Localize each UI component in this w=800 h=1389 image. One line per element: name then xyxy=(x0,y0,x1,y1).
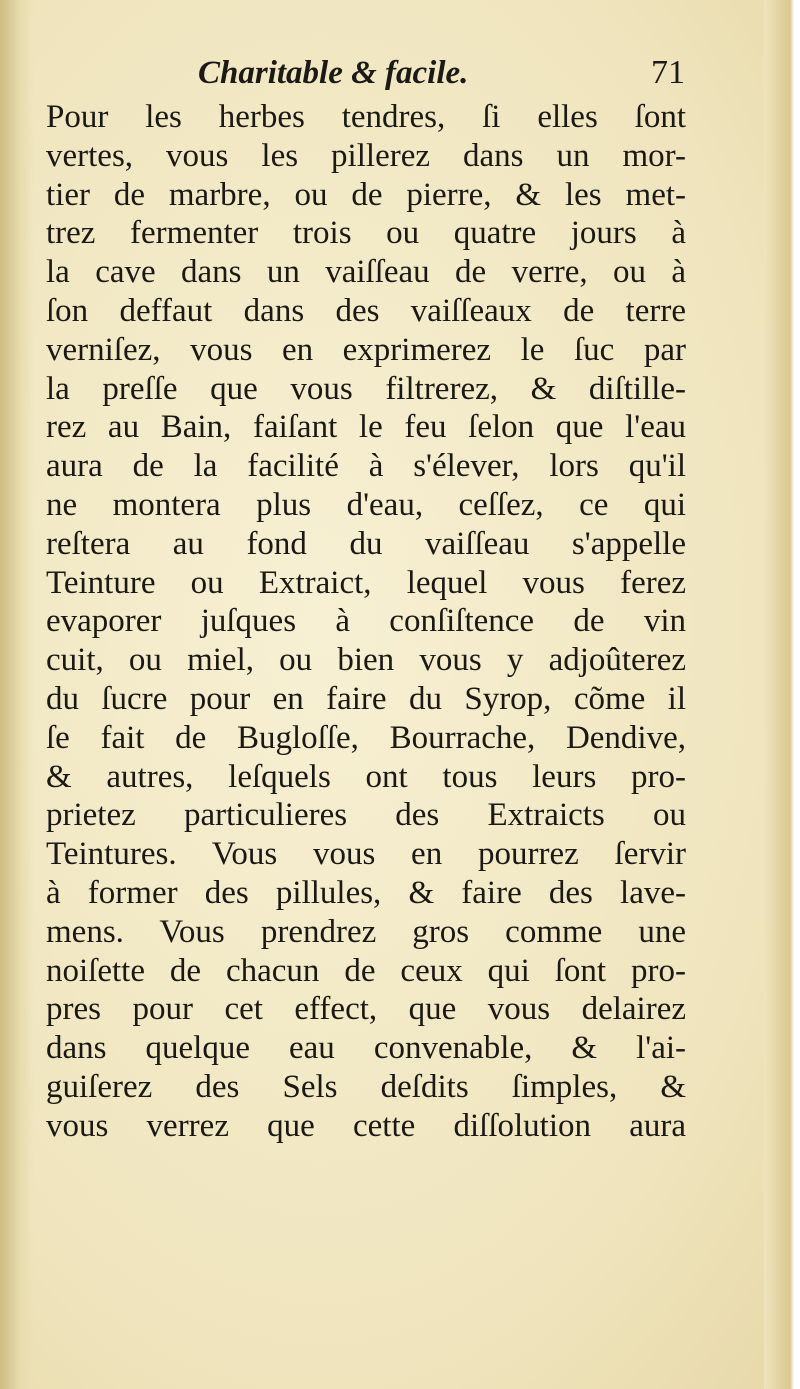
text-line: vertes, vous les pillerez dans un mor- xyxy=(46,137,686,174)
running-title: Charitable & facile. xyxy=(198,55,469,91)
text-line: cuit, ou miel, ou bien vous y adjoûterez xyxy=(46,642,686,679)
text-line: la preſſe que vous filtrerez, & diſtille- xyxy=(46,370,686,407)
text-line: trez fermenter trois ou quatre jours à xyxy=(46,215,686,252)
page-gutter-shadow xyxy=(0,0,34,1389)
text-line: rez au Bain, faiſant le feu ſelon que l'eau xyxy=(46,409,686,446)
text-line: verniſez, vous en exprimerez le ſuc par xyxy=(46,331,686,368)
text-line: tier de marbre, ou de pierre, & les met- xyxy=(46,176,686,213)
text-line: Pour les herbes tendres, ſi elles ſont xyxy=(46,99,686,135)
text-line: reſtera au fond du vaiſſeau s'appelle xyxy=(46,525,686,562)
page-right-edge xyxy=(764,0,800,1389)
text-line: noiſette de chacun de ceux qui ſont pro- xyxy=(46,952,686,989)
text-line: ſe fait de Bugloſſe, Bourrache, Dendive, xyxy=(46,719,686,756)
text-line: ſon deffaut dans des vaiſſeaux de terre xyxy=(46,292,686,329)
text-line: evaporer juſques à conſiſtence de vin xyxy=(46,603,686,640)
text-line: vous verrez que cette diſſolution aura xyxy=(46,1107,686,1144)
text-line: Teintures. Vous vous en pourrez ſervir xyxy=(46,836,686,873)
body-text xyxy=(46,98,686,1146)
text-line: guiſerez des Sels deſdits ſimples, & xyxy=(46,1068,686,1105)
text-line: ne montera plus d'eau, ceſſez, ce qui xyxy=(46,486,686,523)
text-line: prietez particulieres des Extraicts ou xyxy=(46,797,686,834)
text-line: la cave dans un vaiſſeau de verre, ou à xyxy=(46,254,686,291)
text-line: dans quelque eau convenable, & l'ai- xyxy=(46,1030,686,1067)
text-line: du ſucre pour en faire du Syrop, cõme il xyxy=(46,680,686,717)
text-line: Teinture ou Extraict, lequel vous ferez xyxy=(46,564,686,601)
text-line: aura de la facilité à s'élever, lors qu'il xyxy=(46,448,686,485)
text-line: mens. Vous prendrez gros comme une xyxy=(46,913,686,950)
text-line: pres pour cet effect, que vous delairez xyxy=(46,991,686,1028)
text-line: & autres, leſquels ont tous leurs pro- xyxy=(46,758,686,795)
page-number: 71 xyxy=(651,54,685,91)
text-line: à former des pillules, & faire des lave- xyxy=(46,874,686,911)
page-header xyxy=(198,50,693,96)
